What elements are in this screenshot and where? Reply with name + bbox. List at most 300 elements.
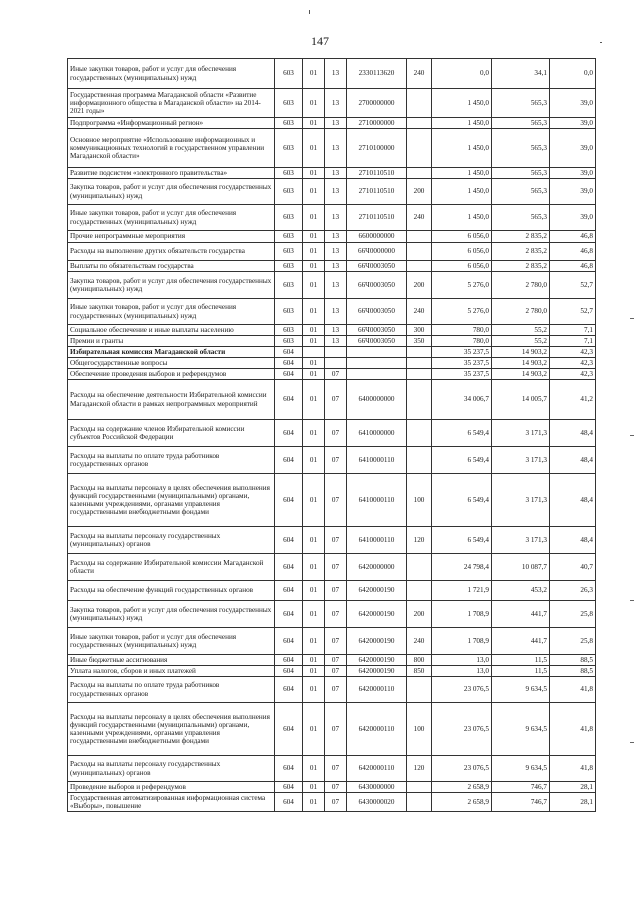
section-code-cell: 01 [303, 336, 325, 347]
percent-executed-cell: 7,1 [550, 336, 596, 347]
target-item-code-cell: 6420000000 [347, 554, 407, 581]
target-item-code-cell: 6420000190 [347, 666, 407, 677]
admin-code-cell: 604 [275, 527, 303, 554]
actual-amount-cell: 3 171,3 [492, 474, 550, 527]
margin-tick [630, 318, 634, 319]
target-item-code-cell: 66Ч0003050 [347, 272, 407, 299]
admin-code-cell: 603 [275, 118, 303, 129]
expense-type-code-cell: 850 [407, 666, 432, 677]
section-code-cell: 01 [303, 581, 325, 601]
plan-amount-cell: 1 450,0 [432, 179, 492, 205]
subsection-code-cell: 13 [325, 336, 347, 347]
subsection-code-cell: 07 [325, 782, 347, 793]
section-code-cell: 01 [303, 59, 325, 89]
percent-executed-cell: 0,0 [550, 59, 596, 89]
subsection-code-cell: 07 [325, 369, 347, 380]
actual-amount-cell: 565,3 [492, 168, 550, 179]
name-cell: Государственная программа Магаданской области «Развитие информационного общества в Магаданской области» на 2014-2021 годы» [68, 89, 275, 118]
subsection-code-cell: 07 [325, 527, 347, 554]
table-row [68, 369, 596, 380]
percent-executed-cell: 7,1 [550, 325, 596, 336]
margin-tick [630, 742, 634, 743]
expense-type-code-cell [407, 168, 432, 179]
table-row [68, 474, 596, 527]
target-item-code-cell: 2710000000 [347, 118, 407, 129]
plan-amount-cell: 13,0 [432, 666, 492, 677]
subsection-code-cell: 07 [325, 677, 347, 703]
table-row [68, 89, 596, 118]
plan-amount-cell: 1 721,9 [432, 581, 492, 601]
expense-type-code-cell: 240 [407, 299, 432, 325]
subsection-code-cell: 13 [325, 205, 347, 231]
admin-code-cell: 604 [275, 666, 303, 677]
percent-executed-cell: 42,3 [550, 347, 596, 358]
table-row [68, 261, 596, 272]
expense-type-code-cell [407, 243, 432, 261]
admin-code-cell: 603 [275, 168, 303, 179]
name-cell: Закупка товаров, работ и услуг для обеспечения государственных (муниципальных) нужд [68, 179, 275, 205]
name-cell: Подпрограмма «Информационный регион» [68, 118, 275, 129]
admin-code-cell: 603 [275, 243, 303, 261]
admin-code-cell: 604 [275, 655, 303, 666]
plan-amount-cell: 5 276,0 [432, 299, 492, 325]
plan-amount-cell: 6 549,4 [432, 420, 492, 447]
name-cell: Закупка товаров, работ и услуг для обеспечения государственных (муниципальных) нужд [68, 601, 275, 628]
section-code-cell: 01 [303, 420, 325, 447]
table-row [68, 59, 596, 89]
percent-executed-cell: 41,8 [550, 703, 596, 756]
subsection-code-cell: 07 [325, 447, 347, 474]
plan-amount-cell: 23 076,5 [432, 703, 492, 756]
actual-amount-cell: 11,5 [492, 655, 550, 666]
table-row [68, 231, 596, 243]
table-row [68, 581, 596, 601]
admin-code-cell: 604 [275, 677, 303, 703]
target-item-code-cell: 66Ч0000000 [347, 243, 407, 261]
plan-amount-cell: 6 056,0 [432, 231, 492, 243]
subsection-code-cell: 13 [325, 325, 347, 336]
actual-amount-cell: 9 634,5 [492, 677, 550, 703]
target-item-code-cell: 6420000110 [347, 703, 407, 756]
plan-amount-cell: 1 450,0 [432, 205, 492, 231]
percent-executed-cell: 39,0 [550, 129, 596, 168]
subsection-code-cell: 07 [325, 703, 347, 756]
subsection-code-cell: 13 [325, 179, 347, 205]
subsection-code-cell: 07 [325, 628, 347, 655]
subsection-code-cell: 07 [325, 666, 347, 677]
plan-amount-cell: 0,0 [432, 59, 492, 89]
plan-amount-cell: 780,0 [432, 325, 492, 336]
percent-executed-cell: 28,1 [550, 793, 596, 812]
plan-amount-cell: 1 450,0 [432, 118, 492, 129]
actual-amount-cell: 14 005,7 [492, 380, 550, 420]
subsection-code-cell: 13 [325, 243, 347, 261]
table-row [68, 756, 596, 782]
table-row [68, 205, 596, 231]
table-row [68, 129, 596, 168]
name-cell: Обеспечение проведения выборов и референдумов [68, 369, 275, 380]
percent-executed-cell: 48,4 [550, 420, 596, 447]
actual-amount-cell: 2 780,0 [492, 299, 550, 325]
margin-tick [630, 600, 634, 601]
percent-executed-cell: 52,7 [550, 299, 596, 325]
section-code-cell: 01 [303, 231, 325, 243]
table-row [68, 447, 596, 474]
plan-amount-cell: 34 006,7 [432, 380, 492, 420]
name-cell: Расходы на обеспечение деятельности Избирательной комиссии Магаданской области в рамках непрограммных мероприятий [68, 380, 275, 420]
section-code-cell: 01 [303, 554, 325, 581]
expense-type-code-cell [407, 358, 432, 369]
actual-amount-cell: 34,1 [492, 59, 550, 89]
actual-amount-cell: 2 835,2 [492, 243, 550, 261]
plan-amount-cell: 13,0 [432, 655, 492, 666]
percent-executed-cell: 48,4 [550, 447, 596, 474]
target-item-code-cell: 6410000110 [347, 527, 407, 554]
table-row [68, 179, 596, 205]
percent-executed-cell: 88,5 [550, 666, 596, 677]
expense-type-code-cell [407, 420, 432, 447]
target-item-code-cell: 2710100000 [347, 129, 407, 168]
table-row [68, 628, 596, 655]
name-cell: Иные закупки товаров, работ и услуг для обеспечения государственных (муниципальных) нужд [68, 205, 275, 231]
expense-type-code-cell [407, 369, 432, 380]
admin-code-cell: 604 [275, 347, 303, 358]
target-item-code-cell: 66Ч0003050 [347, 336, 407, 347]
expense-type-code-cell [407, 782, 432, 793]
table-row [68, 793, 596, 812]
table-row [68, 118, 596, 129]
expense-type-code-cell: 200 [407, 179, 432, 205]
table-row [68, 347, 596, 358]
subsection-code-cell: 07 [325, 655, 347, 666]
admin-code-cell: 603 [275, 272, 303, 299]
percent-executed-cell: 42,3 [550, 358, 596, 369]
percent-executed-cell: 25,8 [550, 601, 596, 628]
section-code-cell: 01 [303, 261, 325, 272]
actual-amount-cell: 2 835,2 [492, 261, 550, 272]
table-row [68, 782, 596, 793]
table-row [68, 655, 596, 666]
target-item-code-cell: 2710110510 [347, 179, 407, 205]
section-code-cell: 01 [303, 205, 325, 231]
subsection-code-cell: 13 [325, 231, 347, 243]
admin-code-cell: 604 [275, 447, 303, 474]
table-row [68, 677, 596, 703]
actual-amount-cell: 11,5 [492, 666, 550, 677]
target-item-code-cell: 66Ч0003050 [347, 325, 407, 336]
admin-code-cell: 603 [275, 59, 303, 89]
subsection-code-cell [325, 347, 347, 358]
plan-amount-cell: 5 276,0 [432, 272, 492, 299]
section-code-cell: 01 [303, 447, 325, 474]
plan-amount-cell: 780,0 [432, 336, 492, 347]
table-row [68, 380, 596, 420]
plan-amount-cell: 23 076,5 [432, 677, 492, 703]
section-code-cell: 01 [303, 243, 325, 261]
table-row [68, 243, 596, 261]
plan-amount-cell: 35 237,5 [432, 347, 492, 358]
scan-mark [309, 10, 310, 14]
subsection-code-cell: 07 [325, 793, 347, 812]
target-item-code-cell: 6430000000 [347, 782, 407, 793]
expense-type-code-cell [407, 677, 432, 703]
table-row [68, 666, 596, 677]
budget-table-body [68, 59, 596, 812]
target-item-code-cell [347, 369, 407, 380]
target-item-code-cell: 66Ч0003050 [347, 261, 407, 272]
table-row [68, 168, 596, 179]
actual-amount-cell: 746,7 [492, 793, 550, 812]
name-cell: Расходы на обеспечение функций государственных органов [68, 581, 275, 601]
percent-executed-cell: 46,8 [550, 261, 596, 272]
subsection-code-cell: 13 [325, 272, 347, 299]
expense-type-code-cell: 120 [407, 756, 432, 782]
page-number: 147 [311, 34, 329, 48]
plan-amount-cell: 23 076,5 [432, 756, 492, 782]
expense-type-code-cell [407, 380, 432, 420]
table-row [68, 601, 596, 628]
table-row [68, 299, 596, 325]
name-cell: Закупка товаров, работ и услуг для обеспечения государственных (муниципальных) нужд [68, 272, 275, 299]
actual-amount-cell: 55,2 [492, 325, 550, 336]
percent-executed-cell: 48,4 [550, 474, 596, 527]
actual-amount-cell: 3 171,3 [492, 527, 550, 554]
admin-code-cell: 604 [275, 782, 303, 793]
name-cell: Расходы на выплаты персоналу в целях обеспечения выполнения функций государственными (муниципальными) органами, казенными учреждениями, органами управления государственными внебюджетными фондами [68, 703, 275, 756]
section-code-cell: 01 [303, 118, 325, 129]
admin-code-cell: 603 [275, 89, 303, 118]
expense-type-code-cell [407, 118, 432, 129]
target-item-code-cell: 6420000190 [347, 601, 407, 628]
subsection-code-cell: 13 [325, 261, 347, 272]
percent-executed-cell: 28,1 [550, 782, 596, 793]
name-cell: Расходы на выплаты по оплате труда работников государственных органов [68, 447, 275, 474]
subsection-code-cell: 13 [325, 299, 347, 325]
section-code-cell: 01 [303, 703, 325, 756]
target-item-code-cell: 6420000190 [347, 581, 407, 601]
actual-amount-cell: 746,7 [492, 782, 550, 793]
expense-type-code-cell [407, 447, 432, 474]
actual-amount-cell: 565,3 [492, 179, 550, 205]
name-cell: Выплаты по обязательствам государства [68, 261, 275, 272]
section-code-cell: 01 [303, 168, 325, 179]
plan-amount-cell: 35 237,5 [432, 358, 492, 369]
section-code-cell: 01 [303, 272, 325, 299]
target-item-code-cell [347, 347, 407, 358]
admin-code-cell: 604 [275, 358, 303, 369]
admin-code-cell: 604 [275, 380, 303, 420]
name-cell: Расходы на выплаты персоналу в целях обеспечения выполнения функций государственными (муниципальными) органами, казенными учреждениями, органами управления государственными внебюджетными фондами [68, 474, 275, 527]
plan-amount-cell: 1 450,0 [432, 89, 492, 118]
percent-executed-cell: 25,8 [550, 628, 596, 655]
subsection-code-cell: 13 [325, 129, 347, 168]
expense-type-code-cell: 200 [407, 601, 432, 628]
name-cell: Основное мероприятие «Использование информационных и коммуникационных технологий в государственном управлении Магаданской области» [68, 129, 275, 168]
subsection-code-cell: 07 [325, 420, 347, 447]
actual-amount-cell: 14 903,2 [492, 358, 550, 369]
plan-amount-cell: 6 549,4 [432, 474, 492, 527]
percent-executed-cell: 46,8 [550, 243, 596, 261]
actual-amount-cell: 3 171,3 [492, 420, 550, 447]
target-item-code-cell: 2330113620 [347, 59, 407, 89]
actual-amount-cell: 9 634,5 [492, 703, 550, 756]
subsection-code-cell: 07 [325, 554, 347, 581]
actual-amount-cell: 14 903,2 [492, 347, 550, 358]
name-cell: Общегосударственные вопросы [68, 358, 275, 369]
subsection-code-cell: 07 [325, 756, 347, 782]
plan-amount-cell: 24 798,4 [432, 554, 492, 581]
admin-code-cell: 603 [275, 205, 303, 231]
actual-amount-cell: 453,2 [492, 581, 550, 601]
actual-amount-cell: 2 780,0 [492, 272, 550, 299]
table-row [68, 272, 596, 299]
admin-code-cell: 603 [275, 231, 303, 243]
plan-amount-cell: 2 658,9 [432, 793, 492, 812]
section-code-cell: 01 [303, 666, 325, 677]
percent-executed-cell: 46,8 [550, 231, 596, 243]
admin-code-cell: 604 [275, 581, 303, 601]
expense-type-code-cell [407, 793, 432, 812]
margin-tick [630, 435, 634, 436]
expense-type-code-cell [407, 554, 432, 581]
target-item-code-cell: 2710110510 [347, 168, 407, 179]
expense-type-code-cell [407, 581, 432, 601]
name-cell: Расходы на содержание Избирательной комиссии Магаданской области [68, 554, 275, 581]
target-item-code-cell: 2710110510 [347, 205, 407, 231]
admin-code-cell: 603 [275, 261, 303, 272]
percent-executed-cell: 41,8 [550, 756, 596, 782]
percent-executed-cell: 88,5 [550, 655, 596, 666]
admin-code-cell: 604 [275, 601, 303, 628]
name-cell: Иные закупки товаров, работ и услуг для обеспечения государственных (муниципальных) нужд [68, 299, 275, 325]
name-cell: Социальное обеспечение и иные выплаты населению [68, 325, 275, 336]
expense-type-code-cell: 800 [407, 655, 432, 666]
name-cell: Уплата налогов, сборов и иных платежей [68, 666, 275, 677]
percent-executed-cell: 52,7 [550, 272, 596, 299]
name-cell: Расходы на выплаты персоналу государственных (муниципальных) органов [68, 527, 275, 554]
expense-type-code-cell [407, 129, 432, 168]
target-item-code-cell: 66Ч0003050 [347, 299, 407, 325]
section-code-cell: 01 [303, 380, 325, 420]
expense-type-code-cell: 100 [407, 703, 432, 756]
expense-type-code-cell: 350 [407, 336, 432, 347]
admin-code-cell: 603 [275, 336, 303, 347]
plan-amount-cell: 6 056,0 [432, 243, 492, 261]
subsection-code-cell: 13 [325, 59, 347, 89]
name-cell: Премии и гранты [68, 336, 275, 347]
expense-type-code-cell: 300 [407, 325, 432, 336]
expense-type-code-cell: 100 [407, 474, 432, 527]
section-code-cell: 01 [303, 601, 325, 628]
target-item-code-cell [347, 358, 407, 369]
expense-type-code-cell: 200 [407, 272, 432, 299]
expense-type-code-cell: 240 [407, 628, 432, 655]
section-code-cell: 01 [303, 677, 325, 703]
actual-amount-cell: 565,3 [492, 118, 550, 129]
actual-amount-cell: 14 903,2 [492, 369, 550, 380]
target-item-code-cell: 6420000110 [347, 677, 407, 703]
percent-executed-cell: 48,4 [550, 527, 596, 554]
table-row [68, 325, 596, 336]
actual-amount-cell: 55,2 [492, 336, 550, 347]
section-code-cell: 01 [303, 474, 325, 527]
admin-code-cell: 603 [275, 129, 303, 168]
percent-executed-cell: 42,3 [550, 369, 596, 380]
actual-amount-cell: 565,3 [492, 205, 550, 231]
percent-executed-cell: 39,0 [550, 118, 596, 129]
actual-amount-cell: 565,3 [492, 129, 550, 168]
expense-type-code-cell: 120 [407, 527, 432, 554]
admin-code-cell: 604 [275, 703, 303, 756]
section-code-cell: 01 [303, 527, 325, 554]
percent-executed-cell: 39,0 [550, 179, 596, 205]
plan-amount-cell: 1 708,9 [432, 628, 492, 655]
table-row [68, 527, 596, 554]
subsection-code-cell: 07 [325, 601, 347, 628]
scan-mark [600, 42, 602, 43]
admin-code-cell: 604 [275, 793, 303, 812]
target-item-code-cell: 6430000020 [347, 793, 407, 812]
percent-executed-cell: 39,0 [550, 168, 596, 179]
plan-amount-cell: 6 549,4 [432, 527, 492, 554]
subsection-code-cell: 07 [325, 581, 347, 601]
target-item-code-cell: 6420000190 [347, 655, 407, 666]
target-item-code-cell: 6420000110 [347, 756, 407, 782]
plan-amount-cell: 6 549,4 [432, 447, 492, 474]
subsection-code-cell [325, 358, 347, 369]
admin-code-cell: 603 [275, 299, 303, 325]
expense-type-code-cell [407, 261, 432, 272]
name-cell: Расходы на выплаты по оплате труда работников государственных органов [68, 677, 275, 703]
admin-code-cell: 604 [275, 369, 303, 380]
percent-executed-cell: 26,3 [550, 581, 596, 601]
expense-type-code-cell [407, 347, 432, 358]
plan-amount-cell: 1 708,9 [432, 601, 492, 628]
name-cell: Расходы на выплаты персоналу государственных (муниципальных) органов [68, 756, 275, 782]
name-cell: Развитие подсистем «электронного правительства» [68, 168, 275, 179]
section-code-cell: 01 [303, 782, 325, 793]
admin-code-cell: 604 [275, 554, 303, 581]
section-code-cell: 01 [303, 628, 325, 655]
subsection-code-cell: 07 [325, 474, 347, 527]
admin-code-cell: 604 [275, 474, 303, 527]
plan-amount-cell: 1 450,0 [432, 168, 492, 179]
name-cell: Проведение выборов и референдумов [68, 782, 275, 793]
target-item-code-cell: 6410000000 [347, 420, 407, 447]
actual-amount-cell: 2 835,2 [492, 231, 550, 243]
name-cell: Избирательная комиссия Магаданской области [68, 347, 275, 358]
actual-amount-cell: 10 087,7 [492, 554, 550, 581]
target-item-code-cell: 6410000110 [347, 474, 407, 527]
admin-code-cell: 603 [275, 325, 303, 336]
target-item-code-cell: 2700000000 [347, 89, 407, 118]
section-code-cell: 01 [303, 299, 325, 325]
admin-code-cell: 604 [275, 420, 303, 447]
actual-amount-cell: 3 171,3 [492, 447, 550, 474]
plan-amount-cell: 2 658,9 [432, 782, 492, 793]
admin-code-cell: 604 [275, 628, 303, 655]
percent-executed-cell: 39,0 [550, 89, 596, 118]
name-cell: Государственная автоматизированная информационная система «Выборы», повышение [68, 793, 275, 812]
subsection-code-cell: 07 [325, 380, 347, 420]
admin-code-cell: 603 [275, 179, 303, 205]
actual-amount-cell: 9 634,5 [492, 756, 550, 782]
admin-code-cell: 604 [275, 756, 303, 782]
percent-executed-cell: 41,8 [550, 677, 596, 703]
section-code-cell: 01 [303, 793, 325, 812]
target-item-code-cell: 6600000000 [347, 231, 407, 243]
expense-type-code-cell [407, 231, 432, 243]
